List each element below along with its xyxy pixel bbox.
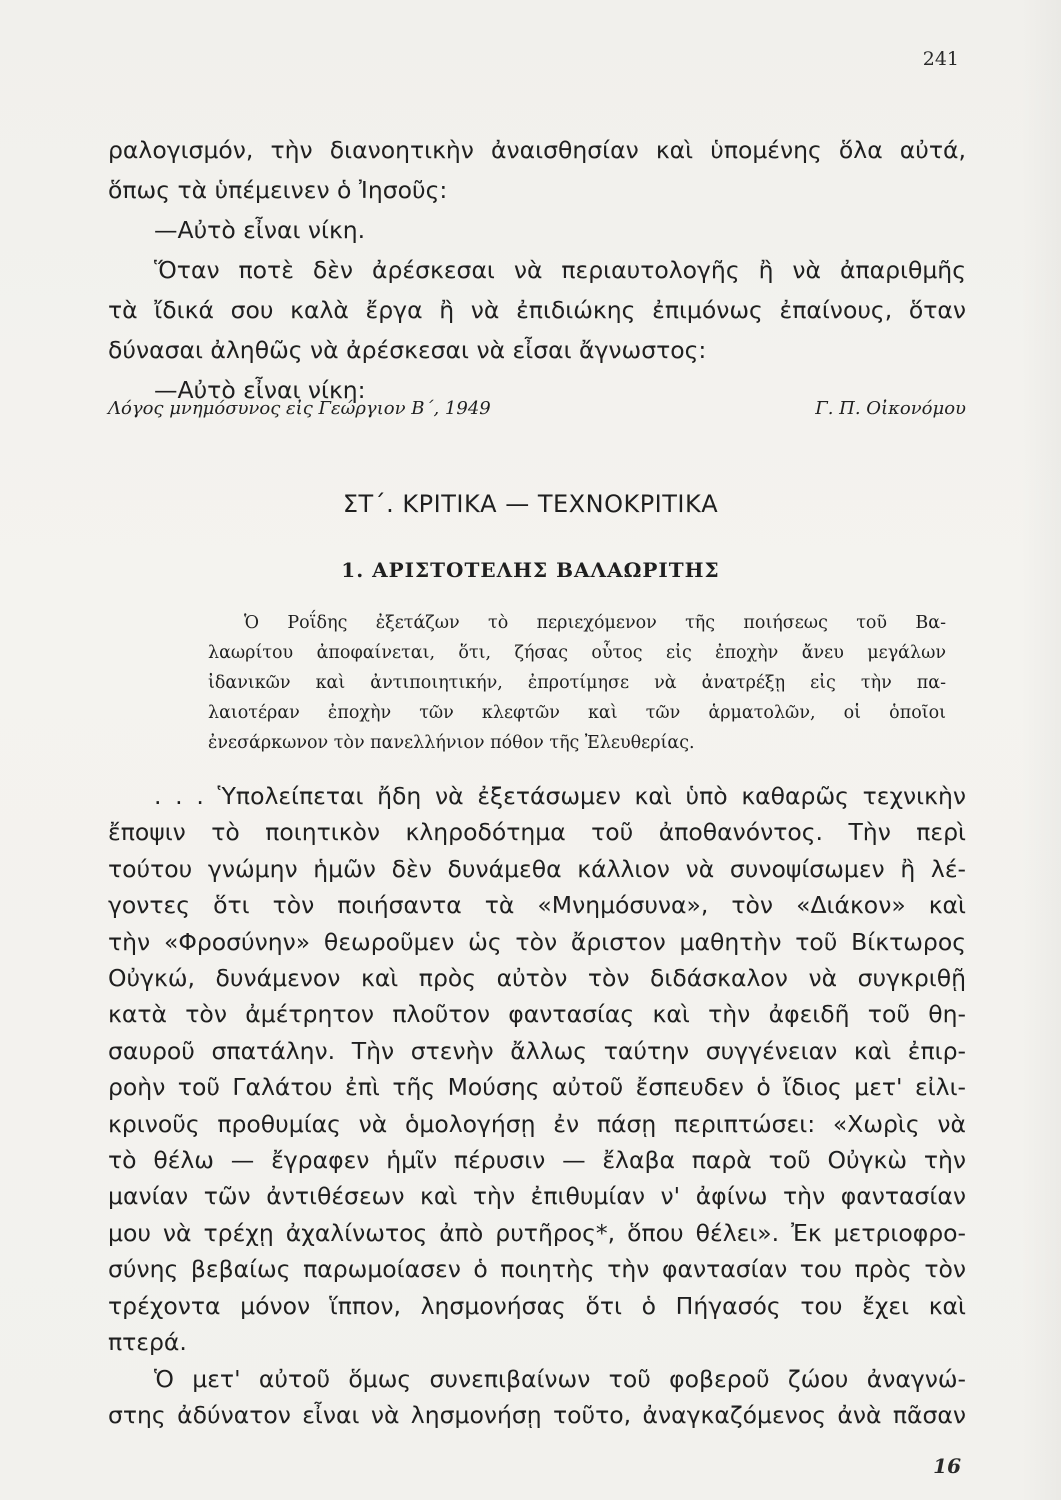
text-line: κρινοῦς προθυμίας νὰ ὁμολογήσῃ ἐν πάσῃ περιπτώσει: «Χωρὶς νὰ (108, 1109, 966, 1138)
main-passage (108, 778, 966, 1433)
signature-mark: 16 (933, 1454, 961, 1478)
text-line: σύνης βεβαίως παρωμοίασεν ὁ ποιητὴς τὴν φαντασίαν του πρὸς τὸν (108, 1255, 966, 1284)
text-line: τὰ ἴδικά σου καλὰ ἔργα ἢ νὰ ἐπιδιώκης ἐπιμόνως ἐπαίνους, ὅταν (108, 296, 966, 324)
section-heading: ΣΤ΄. ΚΡΙΤΙΚΑ — ΤΕΧΝΟΚΡΙΤΙΚΑ (342, 490, 719, 518)
text-line: μου νὰ τρέχῃ ἀχαλίνωτος ἀπὸ ρυτῆρος*, ὅπου θέλει». Ἐκ μετριοφρο- (108, 1218, 966, 1247)
text-line: τούτου γνώμην ἡμῶν δὲν δυνάμεθα κάλλιον νὰ συνοψίσωμεν ἢ λέ- (108, 854, 966, 883)
page-edge-shadow (1021, 0, 1061, 1500)
text-line: Ὁ Ροΐδης ἐξετάζων τὸ περιεχόμενον τῆς ποιήσεως τοῦ Βα- (244, 613, 946, 633)
intro-paragraph (208, 608, 946, 758)
text-line: Ὁ μετ' αὐτοῦ ὅμως συνεπιβαίνων τοῦ φοβεροῦ ζώου ἀναγνώ- (154, 1364, 966, 1393)
text-line: ἔποψιν τὸ ποιητικὸν κληροδότημα τοῦ ἀποθανόντος. Τὴν περὶ (108, 818, 966, 847)
attribution-source: Λόγος μνημόσυνος εἰς Γεώργιον Β΄, 1949 (108, 398, 491, 419)
text-line: τρέχοντα μόνον ἵππον, λησμονήσας ὅτι ὁ Πήγασός του ἔχει καὶ (108, 1291, 966, 1320)
text-line: τὸ θέλω — ἔγραφεν ἡμῖν πέρυσιν — ἔλαβα παρὰ τοῦ Οὐγκὼ τὴν (108, 1146, 966, 1175)
text-line: Οὐγκώ, δυνάμενον καὶ πρὸς αὐτὸν τὸν διδάσκαλον νὰ συγκριθῇ (108, 964, 966, 993)
text-line: λαωρίτου ἀποφαίνεται, ὅτι, ζήσας οὗτος εἰς ἐποχὴν ἄνευ μεγάλων (208, 643, 946, 663)
text-line: ὅπως τὰ ὑπέμεινεν ὁ Ἰησοῦς: (108, 176, 448, 204)
text-line: στης ἀδύνατον εἶναι νὰ λησμονήσῃ τοῦτο, ἀναγκαζόμενος ἀνὰ πᾶσαν (108, 1400, 966, 1429)
text-line: γοντες ὅτι τὸν ποιήσαντα τὰ «Μνημόσυνα», τὸν «Διάκον» καὶ (108, 891, 966, 920)
text-line: πτερά. (108, 1328, 187, 1357)
text-line: —Αὐτὸ εἶναι νίκη. (154, 216, 366, 244)
text-line: Ὅταν ποτὲ δὲν ἀρέσκεσαι νὰ περιαυτολογῆς ἢ νὰ ἀπαριθμῆς (154, 256, 966, 284)
text-line: ραλογισμόν, τὴν διανοητικὴν ἀναισθησίαν καὶ ὑπομένης ὅλα αὐτά, (108, 136, 966, 164)
text-line: κατὰ τὸν ἀμέτρητον πλοῦτον φαντασίας καὶ τὴν ἀφειδῆ τοῦ θη- (108, 1000, 966, 1029)
text-line: ροὴν τοῦ Γαλάτου ἐπὶ τῆς Μούσης αὐτοῦ ἔσπευδεν ὁ ἴδιος μετ' εἰλι- (108, 1073, 966, 1102)
text-line: —Αὐτὸ εἶναι νίκη: (154, 376, 366, 404)
text-line: μανίαν τῶν ἀντιθέσεων καὶ τὴν ἐπιθυμίαν ν' ἀφίνω τὴν φαντασίαν (108, 1182, 966, 1211)
text-line: ἰδανικῶν καὶ ἀντιποιητικήν, ἐπροτίμησε νὰ ἀνατρέξῃ εἰς τὴν πα- (208, 673, 946, 693)
text-line: λαιοτέραν ἐποχὴν τῶν κλεφτῶν καὶ τῶν ἁρματολῶν, οἱ ὁποῖοι (208, 703, 946, 723)
subsection-heading: 1. ΑΡΙΣΤΟΤΕΛΗΣ ΒΑΛΑΩΡΙΤΗΣ (341, 558, 720, 582)
page-number: 241 (922, 48, 959, 70)
attribution-author: Γ. Π. Οἰκονόμου (815, 398, 966, 419)
text-line: . . . Ὑπολείπεται ἤδη νὰ ἐξετάσωμεν καὶ ὑπὸ καθαρῶς τεχνικὴν (154, 782, 966, 810)
text-line: τὴν «Φροσύνην» θεωροῦμεν ὡς τὸν ἄριστον μαθητὴν τοῦ Βίκτωρος (108, 927, 966, 956)
text-line: δύνασαι ἀληθῶς νὰ ἀρέσκεσαι νὰ εἶσαι ἄγνωστος: (108, 336, 707, 364)
text-line: σαυροῦ σπατάλην. Τὴν στενὴν ἄλλως ταύτην συγγένειαν καὶ ἐπιρ- (108, 1036, 966, 1065)
text-line: ἐνεσάρκωνον τὸν πανελλήνιον πόθον τῆς Ἐλευθερίας. (208, 733, 695, 753)
quote-passage (108, 130, 966, 410)
